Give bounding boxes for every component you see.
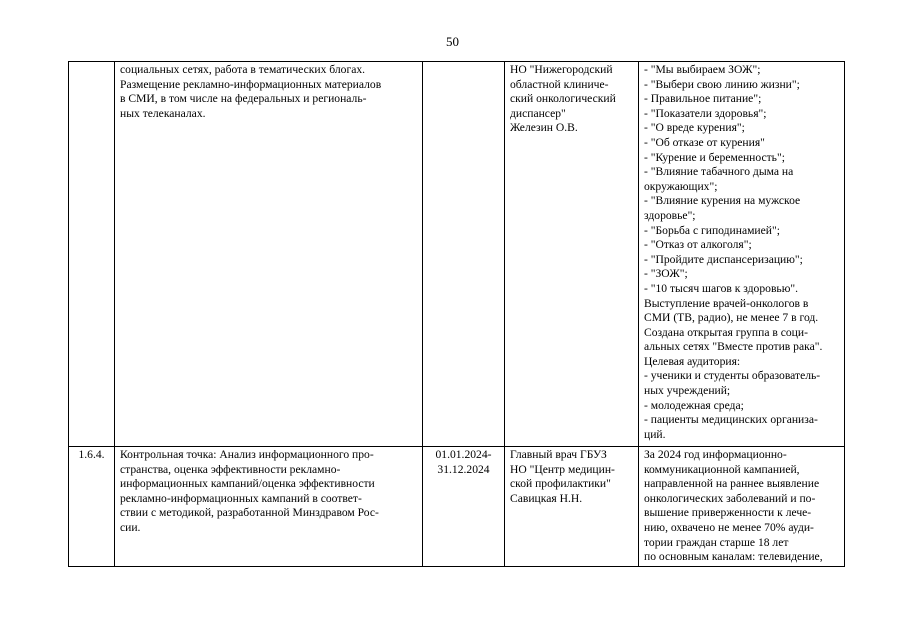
text-line: странства, оценка эффективности рекламно- xyxy=(120,462,341,476)
text-line: ской профилактики" xyxy=(510,477,611,491)
text-line: - "Влияние табачного дыма на xyxy=(644,165,794,179)
text-line: - "ЗОЖ"; xyxy=(644,267,688,281)
text-line: онкологических заболеваний и по- xyxy=(644,491,816,505)
text-line: сии. xyxy=(120,520,141,534)
text-line: Контрольная точка: Анализ информационного про- xyxy=(120,448,374,461)
text-line: Размещение рекламно-информационных материалов xyxy=(120,77,382,91)
text-line: альных сетях "Вместе против рака". xyxy=(644,340,823,354)
text-line: - молодежная среда; xyxy=(644,398,744,412)
table-row xyxy=(69,62,845,447)
text-line: - "Борьба с гиподинамией"; xyxy=(644,223,780,237)
result-cell xyxy=(639,447,845,567)
text-line: НО "Центр медицин- xyxy=(510,462,615,476)
text-line: - ученики и студенты образователь- xyxy=(644,369,821,383)
text-line: За 2024 год информационно- xyxy=(644,448,787,461)
responsible-cell xyxy=(505,62,639,447)
text-line: - "10 тысяч шагов к здоровью". xyxy=(644,281,799,295)
table-row xyxy=(69,447,845,567)
text-line: в СМИ, в том числе на федеральных и региональ- xyxy=(120,92,367,106)
text-line: Выступление врачей-онкологов в xyxy=(644,296,809,310)
text-line: НО "Нижегородский xyxy=(510,63,613,76)
plan-table xyxy=(68,61,845,567)
text-line: здоровье"; xyxy=(644,208,696,222)
row-number-cell: 1.6.4. xyxy=(69,447,115,567)
text-line: - "Курение и беременность"; xyxy=(644,150,785,164)
dates-cell xyxy=(423,447,505,567)
text-line: областной клиниче- xyxy=(510,77,609,91)
text-line: тории граждан старше 18 лет xyxy=(644,535,789,549)
text-line: СМИ (ТВ, радио), не менее 7 в год. xyxy=(644,311,819,325)
text-line: ский онкологический xyxy=(510,92,616,106)
text-line: Целевая аудитория: xyxy=(644,354,741,368)
text-line: - "Об отказе от курения" xyxy=(644,135,765,149)
text-line: нию, охвачено не менее 70% ауди- xyxy=(644,520,814,534)
dates-cell xyxy=(423,62,505,447)
result-cell xyxy=(639,62,845,447)
responsible-cell xyxy=(505,447,639,567)
text-line: Главный врач ГБУЗ xyxy=(510,448,607,461)
text-line: вышение приверженности к лече- xyxy=(644,506,812,520)
text-line: - "Отказ от алкоголя"; xyxy=(644,238,752,252)
text-line: - пациенты медицинских организа- xyxy=(644,413,818,427)
text-line: ций. xyxy=(644,427,666,441)
text-line: - "Выбери свою линию жизни"; xyxy=(644,77,800,91)
text-line: социальных сетях, работа в тематических блогах. xyxy=(120,63,366,76)
activity-cell xyxy=(115,62,423,447)
text-line: - "О вреде курения"; xyxy=(644,121,745,135)
text-line: Савицкая Н.Н. xyxy=(510,491,583,505)
activity-cell xyxy=(115,447,423,567)
text-line: информационных кампаний/оценка эффективности xyxy=(120,477,375,491)
text-line: окружающих"; xyxy=(644,179,718,193)
text-line: ствии с методикой, разработанной Минздравом Рос- xyxy=(120,506,379,520)
text-line: 31.12.2024 xyxy=(437,462,490,476)
text-line: - "Мы выбираем ЗОЖ"; xyxy=(644,63,761,76)
text-line: 01.01.2024- xyxy=(435,448,492,461)
text-line: направленной на раннее выявление xyxy=(644,477,820,491)
row-number-cell xyxy=(69,62,115,447)
text-line: по основным каналам: телевидение, xyxy=(644,550,823,564)
text-line: рекламно-информационных кампаний в соответ- xyxy=(120,491,362,505)
text-line: коммуникационной кампанией, xyxy=(644,462,800,476)
text-line: - "Показатели здоровья"; xyxy=(644,106,767,120)
text-line: ных телеканалах. xyxy=(120,106,206,120)
text-line: - Правильное питание"; xyxy=(644,92,762,106)
text-line: диспансер" xyxy=(510,106,566,120)
text-line: Железин О.В. xyxy=(510,121,578,135)
page-number: 50 xyxy=(446,34,459,49)
text-line: Создана открытая группа в соци- xyxy=(644,325,808,339)
text-line: - "Пройдите диспансеризацию"; xyxy=(644,252,803,266)
text-line: ных учреждений; xyxy=(644,384,731,398)
text-line: - "Влияние курения на мужское xyxy=(644,194,801,208)
